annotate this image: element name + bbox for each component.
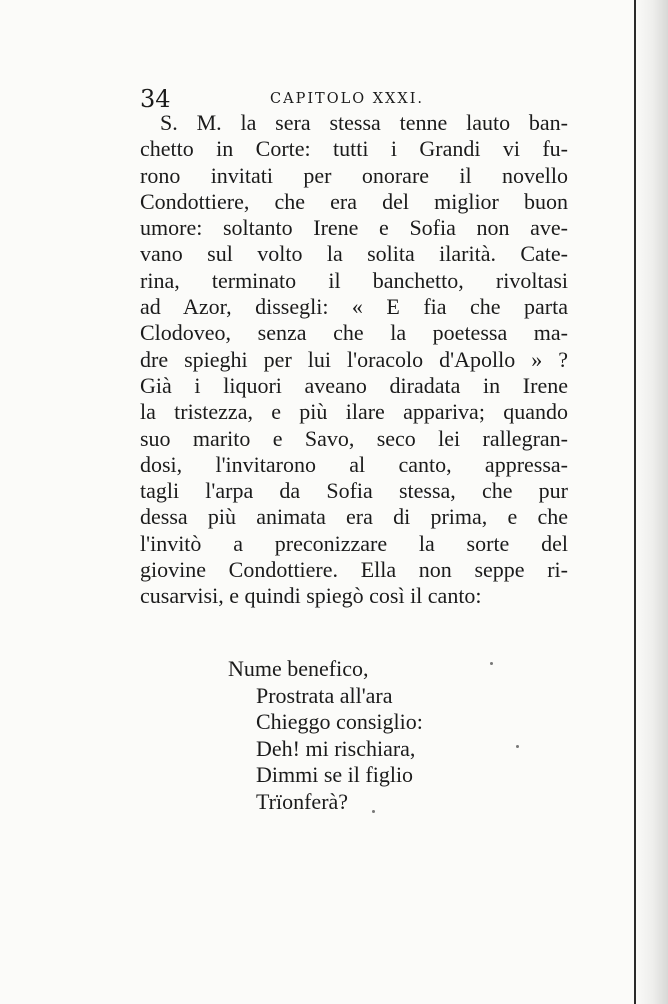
- poem-line: Dimmi se il figlio: [256, 762, 414, 787]
- paper-speck: [516, 745, 519, 748]
- paper-speck: [490, 662, 493, 665]
- poem-stanza: [228, 656, 423, 815]
- prose-line: chetto in Corte: tutti i Grandi vi fu-: [140, 136, 568, 162]
- prose-line: suo marito e Savo, seco lei rallegran-: [140, 425, 568, 451]
- prose-body: [140, 110, 568, 610]
- prose-line: ad Azor, dissegli: « E fia che parta: [140, 294, 568, 320]
- poem-line: Deh! mi rischiara,: [256, 735, 416, 761]
- prose-line: rono invitati per onorare il novello: [140, 162, 568, 188]
- prose-line: tagli l'arpa da Sofia stessa, che pur: [140, 478, 568, 504]
- prose-line: dosi, l'invitarono al canto, appressa-: [140, 451, 568, 477]
- prose-line: vano sul volto la solita ilarità. Cate-: [140, 241, 568, 267]
- prose-line: dessa più animata era di prima, e che: [140, 504, 568, 530]
- prose-line: Clodoveo, senza che la poetessa ma-: [140, 320, 568, 346]
- prose-line: umore: soltanto Irene e Sofia non ave-: [140, 215, 568, 241]
- prose-line: la tristezza, e più ilare appariva; quando: [140, 399, 568, 425]
- poem-line: Nume benefico,: [228, 656, 369, 681]
- prose-line: cusarvisi, e quindi spiegò così il canto:: [140, 583, 482, 609]
- prose-line: giovine Condottiere. Ella non seppe ri-: [140, 557, 568, 583]
- prose-line: l'invitò a preconizzare la sorte del: [140, 530, 568, 556]
- page-edge-shadow: [634, 0, 668, 1004]
- chapter-title: CAPITOLO XXXI.: [270, 91, 425, 107]
- prose-line: S. M. la sera stessa tenne lauto ban-: [160, 110, 568, 135]
- page-number: 34: [140, 85, 171, 113]
- prose-line: Già i liquori aveano diradata in Irene: [140, 372, 568, 398]
- page-edge-line: [634, 0, 636, 1004]
- poem-line: Trïonferà?: [256, 788, 349, 814]
- poem-line: Chieggo consiglio:: [256, 709, 423, 734]
- prose-line: Condottiere, che era del miglior buon: [140, 188, 568, 214]
- poem-line: Prostrata all'ara: [256, 682, 393, 708]
- paper-speck: [372, 810, 375, 813]
- prose-line: dre spieghi per lui l'oracolo d'Apollo » ?: [140, 346, 568, 372]
- prose-line: rina, terminato il banchetto, rivoltasi: [140, 267, 568, 293]
